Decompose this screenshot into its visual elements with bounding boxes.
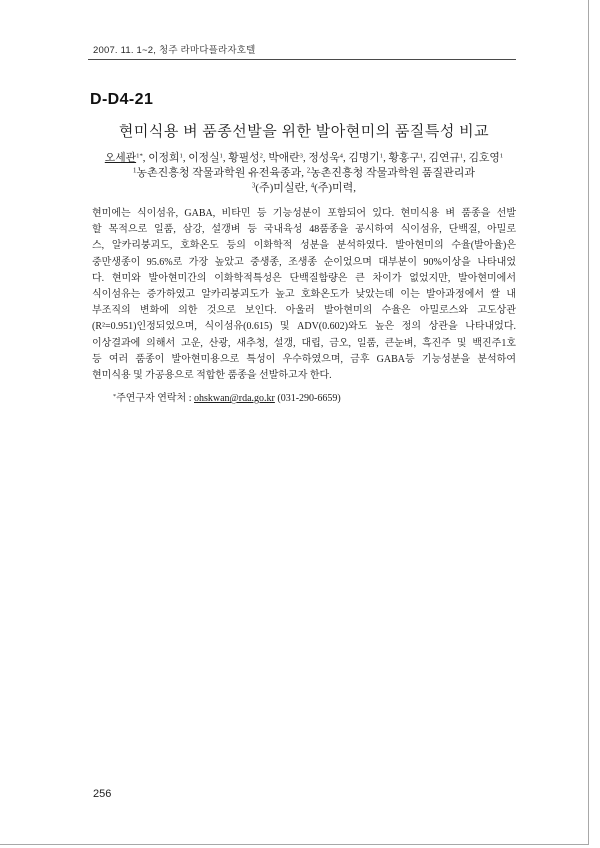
affiliation-line (92, 166, 516, 181)
affiliation-text: (주)미실란, (255, 182, 311, 194)
author-separator: , (262, 152, 269, 164)
author-separator: , (222, 152, 229, 164)
author-name: 정성욱 (308, 152, 340, 164)
corresponding-author-note (113, 389, 341, 404)
body-line: 할 목적으로 일품, 삼강, 설갱벼 등 국내육성 48품종을 공시하여 식이섬유, 단백질, 아밀로 (92, 224, 516, 236)
author-affiliation-mark: 1 (379, 152, 384, 160)
abstract-title: 현미식용 벼 품종선발을 위한 발아현미의 품질특성 비교 (118, 124, 490, 140)
body-line: 이상결과에 의해서 고운, 산광, 새추청, 설갱, 대립, 금오, 일품, 큰눈벼, 흑진주 및 백진주1호 (92, 337, 516, 349)
body-line: (R²=0.951)인정되었으며, 식이섬유(0.615) 및 ADV(0.602)와도 높은 정의 상관을 나타내었다. (92, 321, 516, 333)
affiliation-text: (주)미력, (314, 182, 357, 194)
author-separator: , (463, 152, 469, 164)
body-line: 현미에는 식이섬유, GABA, 비타민 등 기능성분이 포함되어 있다. 현미식용 벼 품종을 선발 (92, 208, 516, 219)
footnote-label: 주연구자 연락처 : (116, 393, 192, 404)
author-list (92, 150, 516, 165)
body-line: 중만생종이 95.6%로 가장 높았고 중생종, 조생종 순이었으며 대부분이 90%이상을 나타내었 (92, 256, 516, 268)
author-affiliation-mark: 1 (499, 152, 504, 160)
author-name: 박애란 (268, 152, 300, 164)
author-affiliation-mark: 4 (339, 152, 344, 160)
affiliation-mark: 2 (306, 167, 311, 175)
author-separator: , (423, 152, 429, 164)
author-affiliation-mark: 1 (419, 152, 424, 160)
body-line: 식이섬유는 증가하였고 알카리붕괴도가 높고 호화온도가 낮았는데 이는 발아과정에서 쌀 내 (92, 288, 516, 300)
author-name: 김연규 (428, 152, 460, 164)
abstract-code: D-D4-21 (90, 91, 154, 108)
affiliation-list (92, 166, 516, 196)
author-separator: , (383, 152, 389, 164)
author-affiliation-mark: 2 (259, 152, 263, 160)
affiliation-mark: 4 (310, 182, 315, 190)
page-number: 256 (93, 788, 112, 800)
author-affiliation-mark: 1 (179, 152, 183, 160)
author-name: 오세관 (104, 152, 137, 164)
body-line: 스, 알카리붕괴도, 호화온도 등의 이화학적 성분을 분석하였다. 발아현미의 수율(발아율)은 (92, 240, 516, 252)
contact-phone: (031-290-6659) (277, 393, 341, 404)
author-separator: , (142, 152, 149, 164)
author-name: 이정실 (188, 152, 220, 164)
affiliation-mark: 3 (251, 182, 256, 190)
author-name: 김명기 (348, 152, 380, 164)
body-line: 등 여러 품종이 발아현미용으로 특성이 우수하였으며, 금후 GABA등 기능성분을 분석하여 (92, 353, 516, 365)
affiliation-line (92, 181, 516, 196)
contact-email: ohskwan@rda.go.kr (194, 393, 275, 404)
author-name: 황필성 (228, 152, 260, 164)
author-name: 이정희 (148, 152, 180, 164)
affiliation-text: 농촌진흥청 작물과학원 유전육종과, (136, 167, 307, 179)
body-line: 부조직의 변화에 의한 것으로 보인다. 아울러 발아현미의 수율은 아밀로스와 고도상관 (92, 305, 516, 317)
abstract-body (92, 206, 516, 384)
author-separator: , (182, 152, 189, 164)
body-line: 현미식용 및 가공용으로 적합한 품종을 선발하고자 한다. (92, 369, 332, 381)
author-affiliation-mark: 3 (299, 152, 303, 160)
author-affiliation-mark: 1 (219, 152, 223, 160)
author-separator: , (343, 152, 349, 164)
author-name: 김호영 (468, 152, 500, 164)
author-affiliation-mark: 1* (136, 152, 143, 160)
body-line: 다. 현미와 발아현미간의 이화학적특성은 단백질함량은 큰 차이가 없었지만, 발아현미에서 (92, 272, 516, 284)
author-name: 황홍구 (388, 152, 420, 164)
affiliation-text: 농촌진흥청 작물과학원 품질관리과 (310, 167, 476, 179)
running-header: 2007. 11. 1~2, 청주 라마다플라자호텔 (93, 45, 256, 56)
affiliation-mark: 1 (132, 167, 137, 175)
footnote-marker: * (113, 392, 117, 400)
author-affiliation-mark: 1 (459, 152, 464, 160)
header-rule (88, 59, 516, 60)
author-separator: , (302, 152, 309, 164)
